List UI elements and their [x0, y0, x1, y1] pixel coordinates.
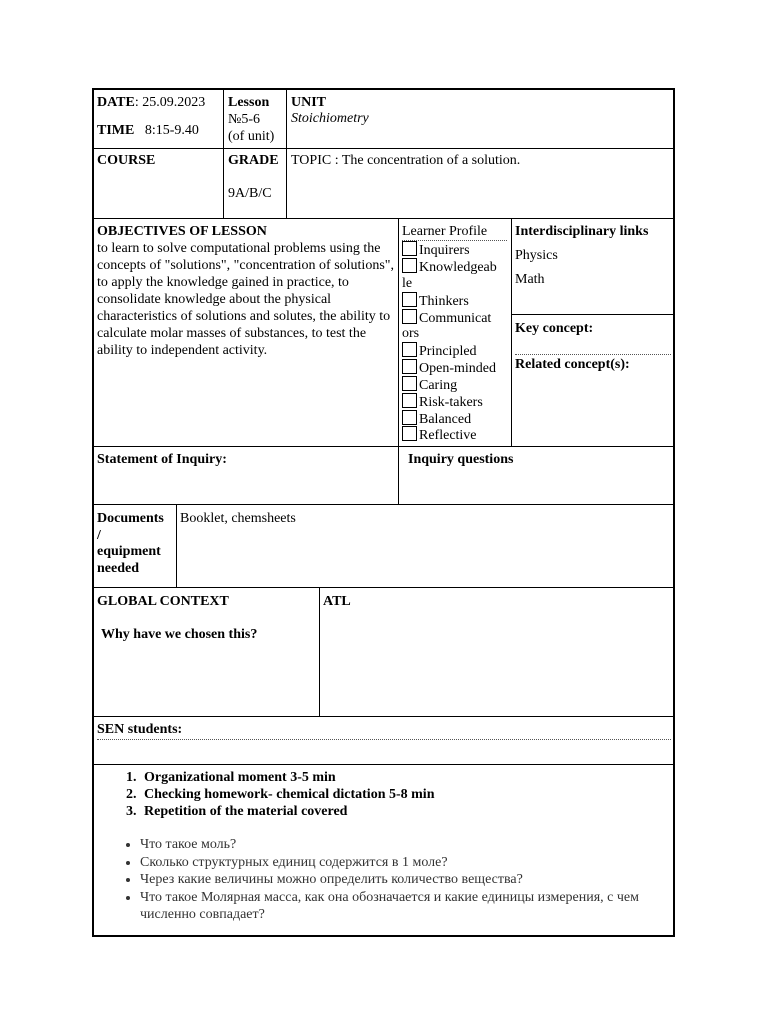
lp-label: Inquirers	[419, 243, 470, 258]
unit-label: UNIT	[291, 95, 327, 110]
related-concepts-label: Related concept(s):	[515, 357, 630, 372]
lp-item-reflective[interactable]	[402, 426, 477, 444]
topic: TOPIC : The concentration of a solution.	[291, 153, 521, 168]
time-label: TIME	[97, 123, 135, 138]
lesson-steps-list	[104, 769, 434, 820]
statement-of-inquiry-label: Statement of Inquiry:	[97, 452, 227, 467]
learner-profile-heading: Learner Profile	[402, 224, 488, 239]
lp-label: Risk-takers	[419, 395, 483, 410]
checkbox[interactable]	[402, 426, 417, 441]
interdisciplinary-link-math: Math	[515, 272, 545, 287]
atl-label: ATL	[323, 594, 351, 609]
lp-item-communicators-cont	[402, 325, 419, 342]
grade-label: GRADE	[228, 153, 279, 168]
checkbox[interactable]	[402, 342, 417, 357]
objectives-heading: OBJECTIVES OF LESSON	[97, 224, 267, 239]
review-questions-list	[100, 836, 680, 924]
lp-item-risk-takers[interactable]	[402, 393, 483, 411]
lp-item-principled[interactable]	[402, 342, 477, 360]
lp-label: Open-minded	[419, 361, 496, 376]
interdisciplinary-heading: Interdisciplinary links	[515, 224, 649, 239]
checkbox[interactable]	[402, 359, 417, 374]
grade-value: 9A/B/C	[228, 186, 272, 201]
documents-label-1: Documents	[97, 511, 164, 526]
lesson-step: 1. Organizational moment 3-5 min	[140, 769, 434, 786]
date-value: : 25.09.2023	[134, 95, 206, 110]
lp-label: Knowledgeab	[419, 260, 497, 275]
checkbox[interactable]	[402, 393, 417, 408]
review-question: • Что такое Молярная масса, как она обозначается и какие единицы измерения, с чем численно совпадает?	[140, 889, 680, 924]
objectives-text: to learn to solve computational problems using the concepts of "solutions", "concentration of solutions", to apply the knowledge gained in practice, to consolidate knowledge about the physical characteristics of solutions and solutes, the ability to calculate molar masses of substances, to test the ability to independent activity.	[97, 241, 394, 358]
inquiry-questions-label: Inquiry questions	[408, 452, 514, 467]
sen-students-label: SEN students:	[97, 722, 183, 737]
review-question: • Что такое моль?	[140, 836, 680, 854]
lp-item-knowledgeable[interactable]	[402, 258, 497, 276]
checkbox[interactable]	[402, 309, 417, 324]
key-concept-label: Key concept:	[515, 321, 594, 336]
interdisciplinary-link-physics: Physics	[515, 248, 558, 263]
lesson-label: Lesson	[228, 95, 270, 110]
lp-item-caring[interactable]	[402, 376, 457, 394]
lp-label: Communicat	[419, 311, 492, 326]
documents-label-4: needed	[97, 561, 139, 576]
sen-underline	[97, 739, 671, 740]
date-label: DATE	[97, 95, 135, 110]
lesson-number: №5-6	[228, 112, 261, 127]
lp-label: Caring	[419, 378, 458, 393]
date-field	[97, 94, 205, 111]
global-context-heading: GLOBAL CONTEXT	[97, 594, 229, 609]
checkbox[interactable]	[402, 241, 417, 256]
checkbox[interactable]	[402, 292, 417, 307]
review-question: • Через какие величины можно определить количество вещества?	[140, 871, 680, 889]
checkbox[interactable]	[402, 410, 417, 425]
lp-label: Thinkers	[419, 294, 469, 309]
lp-item-inquirers[interactable]	[402, 241, 470, 259]
lp-item-knowledgeable-cont	[402, 275, 412, 292]
lp-item-open-minded[interactable]	[402, 359, 496, 377]
lesson-step: 2. Checking homework- chemical dictation 5-8 min	[140, 786, 434, 803]
documents-label-2: /	[97, 528, 101, 543]
lp-label: Reflective	[419, 428, 477, 443]
time-field	[97, 122, 199, 139]
key-concept-underline	[515, 354, 671, 355]
lp-label: Balanced	[419, 412, 472, 427]
course-label: COURSE	[97, 153, 156, 168]
lp-label: ors	[402, 326, 420, 341]
lesson-note: (of unit)	[228, 129, 275, 144]
time-value: 8:15-9.40	[144, 123, 199, 138]
review-question: • Сколько структурных единиц содержится в 1 моле?	[140, 854, 680, 872]
lp-label: Principled	[419, 344, 477, 359]
lesson-step: 3. Repetition of the material covered	[140, 803, 434, 820]
lp-label: le	[402, 276, 413, 291]
checkbox[interactable]	[402, 258, 417, 273]
unit-value: Stoichiometry	[291, 111, 369, 126]
checkbox[interactable]	[402, 376, 417, 391]
why-chosen-label: Why have we chosen this?	[101, 627, 258, 642]
documents-value: Booklet, chemsheets	[180, 511, 296, 526]
documents-label-3: equipment	[97, 544, 161, 559]
lp-item-thinkers[interactable]	[402, 292, 469, 310]
